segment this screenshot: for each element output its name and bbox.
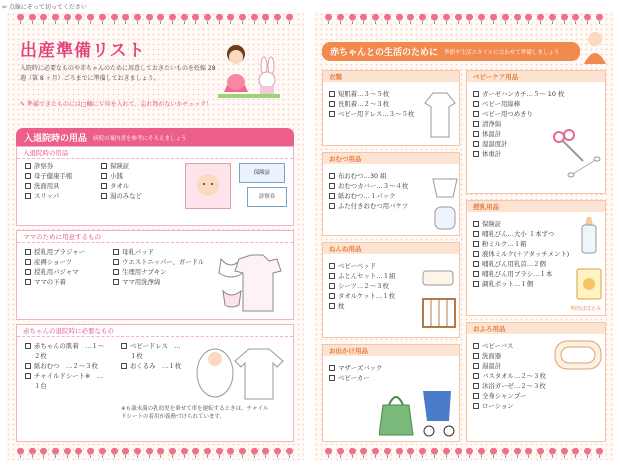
- checkbox[interactable]: [473, 111, 479, 117]
- checklist-item[interactable]: 小銭: [101, 171, 142, 181]
- checklist-item[interactable]: バスタオル…２～３枚: [473, 371, 546, 381]
- category-title: ベビーケア用品: [467, 71, 605, 82]
- checklist-item[interactable]: 授乳用パジャマ: [25, 267, 85, 277]
- checklist-item[interactable]: 紙おむつ…１パック: [329, 191, 408, 201]
- section-header: [16, 128, 294, 147]
- checkbox[interactable]: [329, 365, 335, 371]
- checkbox[interactable]: [473, 151, 479, 157]
- checklist-item[interactable]: 湯のみなど: [101, 191, 142, 201]
- category-mama: [16, 230, 294, 320]
- category-bedding: [322, 242, 460, 338]
- checklist-item[interactable]: 赤ちゃんの肌着 …１～２枚: [25, 341, 105, 361]
- patient-card: 診察券: [247, 187, 287, 207]
- tulip-border-bottom: [12, 448, 298, 458]
- checkbox[interactable]: [473, 231, 479, 237]
- category-title: 授乳用品: [467, 201, 605, 212]
- checklist-item[interactable]: 体重計: [473, 149, 564, 159]
- checkbox[interactable]: [473, 141, 479, 147]
- tulip-border-bottom: [320, 448, 608, 458]
- checklist-item[interactable]: ベビー用ドレス…３～５枚: [329, 109, 414, 119]
- checklist-item[interactable]: ふた付きおむつ用バケツ: [329, 201, 408, 211]
- checkbox[interactable]: [25, 163, 31, 169]
- checkbox[interactable]: [121, 363, 127, 369]
- checkbox[interactable]: [473, 363, 479, 369]
- baby-bottle-icon: [577, 215, 601, 255]
- checklist-item[interactable]: 母子健康手帳: [25, 171, 72, 181]
- checklist: [329, 89, 414, 119]
- checkbox[interactable]: [101, 163, 107, 169]
- checklist-item[interactable]: シーツ…２～３枚: [329, 281, 396, 291]
- category-baby-discharge: [16, 324, 294, 442]
- section-subtitle: 季節や生活スタイルに合わせて準備しましょう: [444, 49, 560, 56]
- checkbox[interactable]: [25, 269, 31, 275]
- category-diaper: [322, 152, 460, 236]
- milk-can-icon: [575, 267, 603, 301]
- category-title: おふろ用品: [467, 323, 605, 334]
- right-page: [314, 12, 614, 460]
- checkbox[interactable]: [473, 91, 479, 97]
- checklist-item[interactable]: 湿温度計: [473, 139, 564, 149]
- mother-illustration-icon: [214, 42, 284, 102]
- checklist-item[interactable]: 湯温計: [473, 361, 546, 371]
- checkbox[interactable]: [473, 343, 479, 349]
- checklist-item[interactable]: 短肌着…３～５枚: [329, 89, 414, 99]
- checkbox[interactable]: [473, 383, 479, 389]
- checkbox[interactable]: [473, 241, 479, 247]
- checkbox[interactable]: [473, 261, 479, 267]
- pencil-note: [20, 99, 212, 108]
- checklist-item[interactable]: 診察券: [25, 161, 72, 171]
- checklist-item[interactable]: 布おむつ…30 組: [329, 171, 408, 181]
- checklist-item[interactable]: タオルケット…１枚: [329, 291, 396, 301]
- checkbox[interactable]: [473, 393, 479, 399]
- section-title: 入退院時の用品: [24, 134, 88, 144]
- checkbox[interactable]: [101, 183, 107, 189]
- checklist-item[interactable]: ベビーカー: [329, 373, 382, 383]
- checkbox[interactable]: [25, 343, 31, 349]
- checkbox[interactable]: [329, 111, 335, 117]
- checklist-item[interactable]: 保険証: [101, 161, 142, 171]
- checklist-item[interactable]: 全身シャンプー: [473, 391, 546, 401]
- category-admission: [16, 146, 294, 226]
- checklist-item[interactable]: ふとんセット…１組: [329, 271, 396, 281]
- checklist: [329, 363, 382, 383]
- checkbox[interactable]: [329, 101, 335, 107]
- tulip-border-top: [320, 14, 608, 24]
- pencil-note-text: 準備できたものには□欄にＶ印を入れて、忘れ物がないかチェック！: [26, 101, 213, 108]
- checklist-item[interactable]: 洗面器: [473, 351, 546, 361]
- section-header: [322, 42, 580, 61]
- checkbox[interactable]: [329, 263, 335, 269]
- category-title: おむつ用品: [323, 153, 459, 164]
- checklist-item[interactable]: ママの下着: [25, 277, 85, 287]
- checkbox[interactable]: [329, 173, 335, 179]
- category-clothes: [322, 70, 460, 146]
- checklist-item[interactable]: おくるみ …１枚: [121, 361, 183, 371]
- category-title: ママのために用意するもの: [17, 231, 293, 243]
- checkbox[interactable]: [101, 173, 107, 179]
- checklist-item[interactable]: 生理用ナプキン: [113, 267, 204, 277]
- checkbox[interactable]: [473, 221, 479, 227]
- checkbox[interactable]: [329, 193, 335, 199]
- checklist-item[interactable]: スリッパ: [25, 191, 72, 201]
- maternity-clothes-icon: [217, 251, 291, 317]
- checklist: [329, 261, 396, 311]
- checklist-col2: [121, 341, 183, 371]
- checkbox[interactable]: [113, 269, 119, 275]
- nail-clipper-cotton-swab-icon: [551, 129, 601, 181]
- category-title: 入退院時の用品: [17, 147, 293, 159]
- checklist-item[interactable]: 哺乳びん用乳首…２個: [473, 259, 569, 269]
- checkbox[interactable]: [101, 193, 107, 199]
- checklist-item[interactable]: 清浄綿: [473, 119, 564, 129]
- mother-child-handbook-icon: [185, 163, 231, 209]
- checkbox[interactable]: [473, 121, 479, 127]
- baby-clothes-icon: [193, 343, 289, 403]
- checklist-item[interactable]: 体温計: [473, 129, 564, 139]
- section-header-bar: [322, 42, 580, 61]
- intro-text: 入院時に必要なものや赤ちゃんのために用意しておきたいものを妊娠 28 週（第 8 ヶ月）ごろまでに準備しておきましょう。: [20, 65, 216, 82]
- category-title: ねんね用品: [323, 243, 459, 254]
- left-page: [6, 12, 304, 460]
- checkbox[interactable]: [329, 183, 335, 189]
- baby-dress-icon: [423, 91, 457, 139]
- checklist-col2: [101, 161, 142, 201]
- checklist-col2: [113, 247, 204, 287]
- checklist-item[interactable]: 枕: [329, 301, 396, 311]
- checkbox[interactable]: [121, 343, 127, 349]
- section-header-bar: [16, 128, 294, 147]
- checkbox[interactable]: [25, 373, 31, 379]
- checklist-item[interactable]: 保険証: [473, 219, 569, 229]
- checklist-item[interactable]: 液体ミルク(＋アタッチメント): [473, 249, 569, 259]
- category-title: 衣類: [323, 71, 459, 82]
- checkbox[interactable]: [25, 259, 31, 265]
- checklist-item[interactable]: ママ用洗浄綿: [113, 277, 204, 287]
- page-title: 出産準備リスト: [20, 36, 146, 61]
- checkbox[interactable]: [329, 203, 335, 209]
- checklist-item[interactable]: ガーゼハンカチ…５～ 10 枚: [473, 89, 564, 99]
- checkbox[interactable]: [329, 293, 335, 299]
- checkbox[interactable]: [473, 373, 479, 379]
- checklist-item[interactable]: 調乳ポット…１個: [473, 279, 569, 289]
- checkbox[interactable]: [473, 101, 479, 107]
- checklist-col1: [25, 161, 72, 201]
- checkbox[interactable]: [473, 281, 479, 287]
- checklist-item[interactable]: 紙おむつ …２～３枚: [25, 361, 105, 371]
- checkbox[interactable]: [25, 249, 31, 255]
- milk-caption: 明治ほほえみ: [571, 306, 602, 312]
- checklist-col1: [25, 341, 105, 391]
- category-title: お出かけ用品: [323, 345, 459, 356]
- checkbox[interactable]: [113, 249, 119, 255]
- checklist-item[interactable]: 洗面用具: [25, 181, 72, 191]
- checklist-item[interactable]: タオル: [101, 181, 142, 191]
- bag-stroller-icon: [379, 385, 459, 439]
- checkbox[interactable]: [329, 273, 335, 279]
- checkbox[interactable]: [473, 131, 479, 137]
- checkbox[interactable]: [473, 403, 479, 409]
- checkbox[interactable]: [473, 271, 479, 277]
- checkbox[interactable]: [329, 91, 335, 97]
- cut-line-note: ✂ 点線にそって切ってください: [2, 4, 87, 11]
- checklist-item[interactable]: 授乳用ブラジャー: [25, 247, 85, 257]
- category-title: 赤ちゃんの退院時に必要なもの: [17, 325, 293, 337]
- checklist-item[interactable]: ベビー用綿棒: [473, 99, 564, 109]
- checkbox[interactable]: [113, 259, 119, 265]
- checklist-item[interactable]: チャイルドシート※ …１台: [25, 371, 105, 391]
- checklist-item[interactable]: ベビードレス …１枚: [121, 341, 183, 361]
- section-title: 赤ちゃんとの生活のために: [330, 48, 439, 58]
- category-outing: [322, 344, 460, 442]
- checkbox[interactable]: [25, 193, 31, 199]
- insurance-card: 保険証: [239, 163, 285, 183]
- checklist: [473, 341, 546, 411]
- checkbox[interactable]: [329, 375, 335, 381]
- checkbox[interactable]: [25, 183, 31, 189]
- checkbox[interactable]: [113, 279, 119, 285]
- checklist-item[interactable]: ベビーベッド: [329, 261, 396, 271]
- section-subtitle: 病院の案内書を参考にそろえましょう: [93, 135, 187, 142]
- checklist: [473, 219, 569, 289]
- checklist-item[interactable]: ベビー用つめきり: [473, 109, 564, 119]
- checklist-item[interactable]: マザーズバック: [329, 363, 382, 373]
- checklist: [329, 171, 408, 211]
- pencil-icon: ✎: [20, 101, 27, 108]
- checkbox[interactable]: [473, 353, 479, 359]
- checklist-item[interactable]: 長肌着…２～３枚: [329, 99, 414, 109]
- checklist-item[interactable]: ウエストニッパー、ガードル: [113, 257, 204, 267]
- checklist-col1: [25, 247, 85, 287]
- baby-bed-icon: [419, 269, 459, 333]
- checkbox[interactable]: [329, 283, 335, 289]
- baby-bath-icon: [553, 337, 603, 373]
- category-baby-care: [466, 70, 606, 194]
- child-seat-note: ※６歳未満の乳幼児を乗せて車を運転するときは、チャイルドシートの着用が義務づけられています。: [121, 406, 269, 420]
- checklist-item[interactable]: 哺乳びん…大小 １本ずつ: [473, 229, 569, 239]
- diaper-icon: [431, 175, 459, 233]
- checklist-item[interactable]: 産褥ショーツ: [25, 257, 85, 267]
- tulip-border-top: [12, 14, 298, 24]
- checkbox[interactable]: [329, 303, 335, 309]
- checkbox[interactable]: [25, 279, 31, 285]
- mother-baby-icon: [580, 30, 610, 64]
- checkbox[interactable]: [25, 363, 31, 369]
- checklist-item[interactable]: ローション: [473, 401, 546, 411]
- checkbox[interactable]: [473, 251, 479, 257]
- checklist-item[interactable]: 母乳パッド: [113, 247, 204, 257]
- checkbox[interactable]: [25, 173, 31, 179]
- checklist-item[interactable]: 粉ミルク…１箱: [473, 239, 569, 249]
- category-bath: [466, 322, 606, 442]
- checklist-item[interactable]: 哺乳びん用ブラシ…１本: [473, 269, 569, 279]
- checklist-item[interactable]: おむつカバー…３～４枚: [329, 181, 408, 191]
- category-feeding: [466, 200, 606, 316]
- checklist-item[interactable]: ベビーバス: [473, 341, 546, 351]
- page-gutter: [304, 12, 314, 460]
- checklist-item[interactable]: 沐浴ガーゼ…２～３枚: [473, 381, 546, 391]
